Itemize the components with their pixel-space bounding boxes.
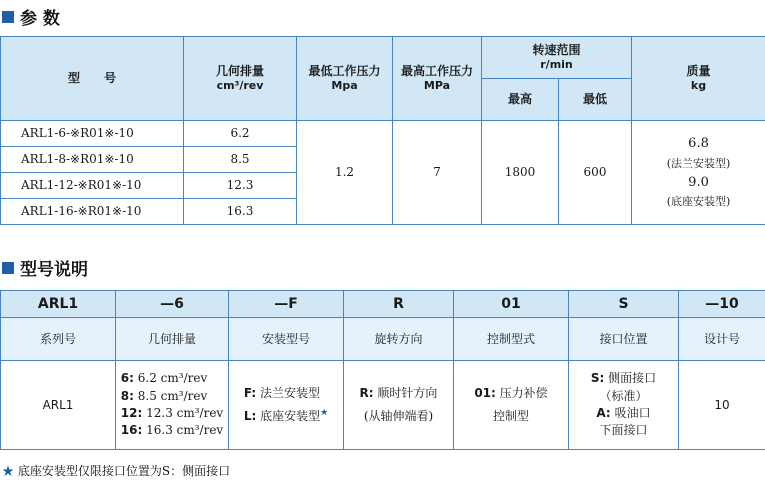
header-speed: 转速范围 r/min [482, 37, 632, 79]
value-series: ARL1 [1, 361, 116, 450]
displacement-cell: 8.5 [184, 147, 297, 173]
code-rotation: R [344, 291, 454, 318]
value-rotation: R: 顺时针方向 (从轴伸端看) [344, 361, 454, 450]
code-series: ARL1 [1, 291, 116, 318]
value-mount: F: 法兰安装型 L: 底座安装型★ [229, 361, 344, 450]
model-cell: ARL1-16-※R01※-10 [1, 199, 184, 225]
code-mount: —F [229, 291, 344, 318]
label-control: 控制型式 [454, 318, 569, 361]
header-model: 型 号 [1, 37, 184, 121]
label-rotation: 旋转方向 [344, 318, 454, 361]
header-displacement: 几何排量 cm³/rev [184, 37, 297, 121]
star-icon: ★ [320, 408, 329, 418]
code-displacement: —6 [116, 291, 229, 318]
code-design: —10 [679, 291, 765, 318]
model-code-table [0, 290, 765, 450]
label-port: 接口位置 [569, 318, 679, 361]
label-mount: 安装型号 [229, 318, 344, 361]
max-pressure-value: 7 [393, 121, 482, 225]
displacement-cell: 16.3 [184, 199, 297, 225]
footnote: ★ 底座安装型仅限接口位置为S：侧面接口 [2, 464, 231, 478]
header-min-pressure: 最低工作压力 Mpa [297, 37, 393, 121]
section-marker-icon [2, 262, 14, 274]
speed-max-value: 1800 [482, 121, 559, 225]
label-series: 系列号 [1, 318, 116, 361]
header-speed-max: 最高 [482, 79, 559, 121]
header-max-pressure: 最高工作压力 MPa [393, 37, 482, 121]
parameters-table [0, 36, 765, 225]
section-marker-icon [2, 11, 14, 23]
model-cell: ARL1-12-※R01※-10 [1, 173, 184, 199]
section-title-model-code: 型号说明 [2, 255, 88, 280]
value-design: 10 [679, 361, 765, 450]
star-icon: ★ [2, 464, 15, 478]
value-displacement: 6: 6.2 cm³/rev 8: 8.5 cm³/rev 12: 12.3 cm³/rev 16: 16.3 cm³/rev [116, 361, 229, 450]
label-displacement: 几何排量 [116, 318, 229, 361]
label-design: 设计号 [679, 318, 765, 361]
model-cell: ARL1-8-※R01※-10 [1, 147, 184, 173]
code-port: S [569, 291, 679, 318]
mass-value: 6.8 (法兰安装型) 9.0 (底座安装型) [632, 121, 765, 225]
code-control: 01 [454, 291, 569, 318]
section-title-parameters: 参 数 [2, 4, 60, 29]
header-speed-min: 最低 [559, 79, 632, 121]
header-mass: 质量 kg [632, 37, 765, 121]
displacement-cell: 6.2 [184, 121, 297, 147]
value-port: S: 侧面接口 （标准） A: 吸油口 下面接口 [569, 361, 679, 450]
min-pressure-value: 1.2 [297, 121, 393, 225]
value-control: 01: 压力补偿 控制型 [454, 361, 569, 450]
model-cell: ARL1-6-※R01※-10 [1, 121, 184, 147]
displacement-cell: 12.3 [184, 173, 297, 199]
speed-min-value: 600 [559, 121, 632, 225]
